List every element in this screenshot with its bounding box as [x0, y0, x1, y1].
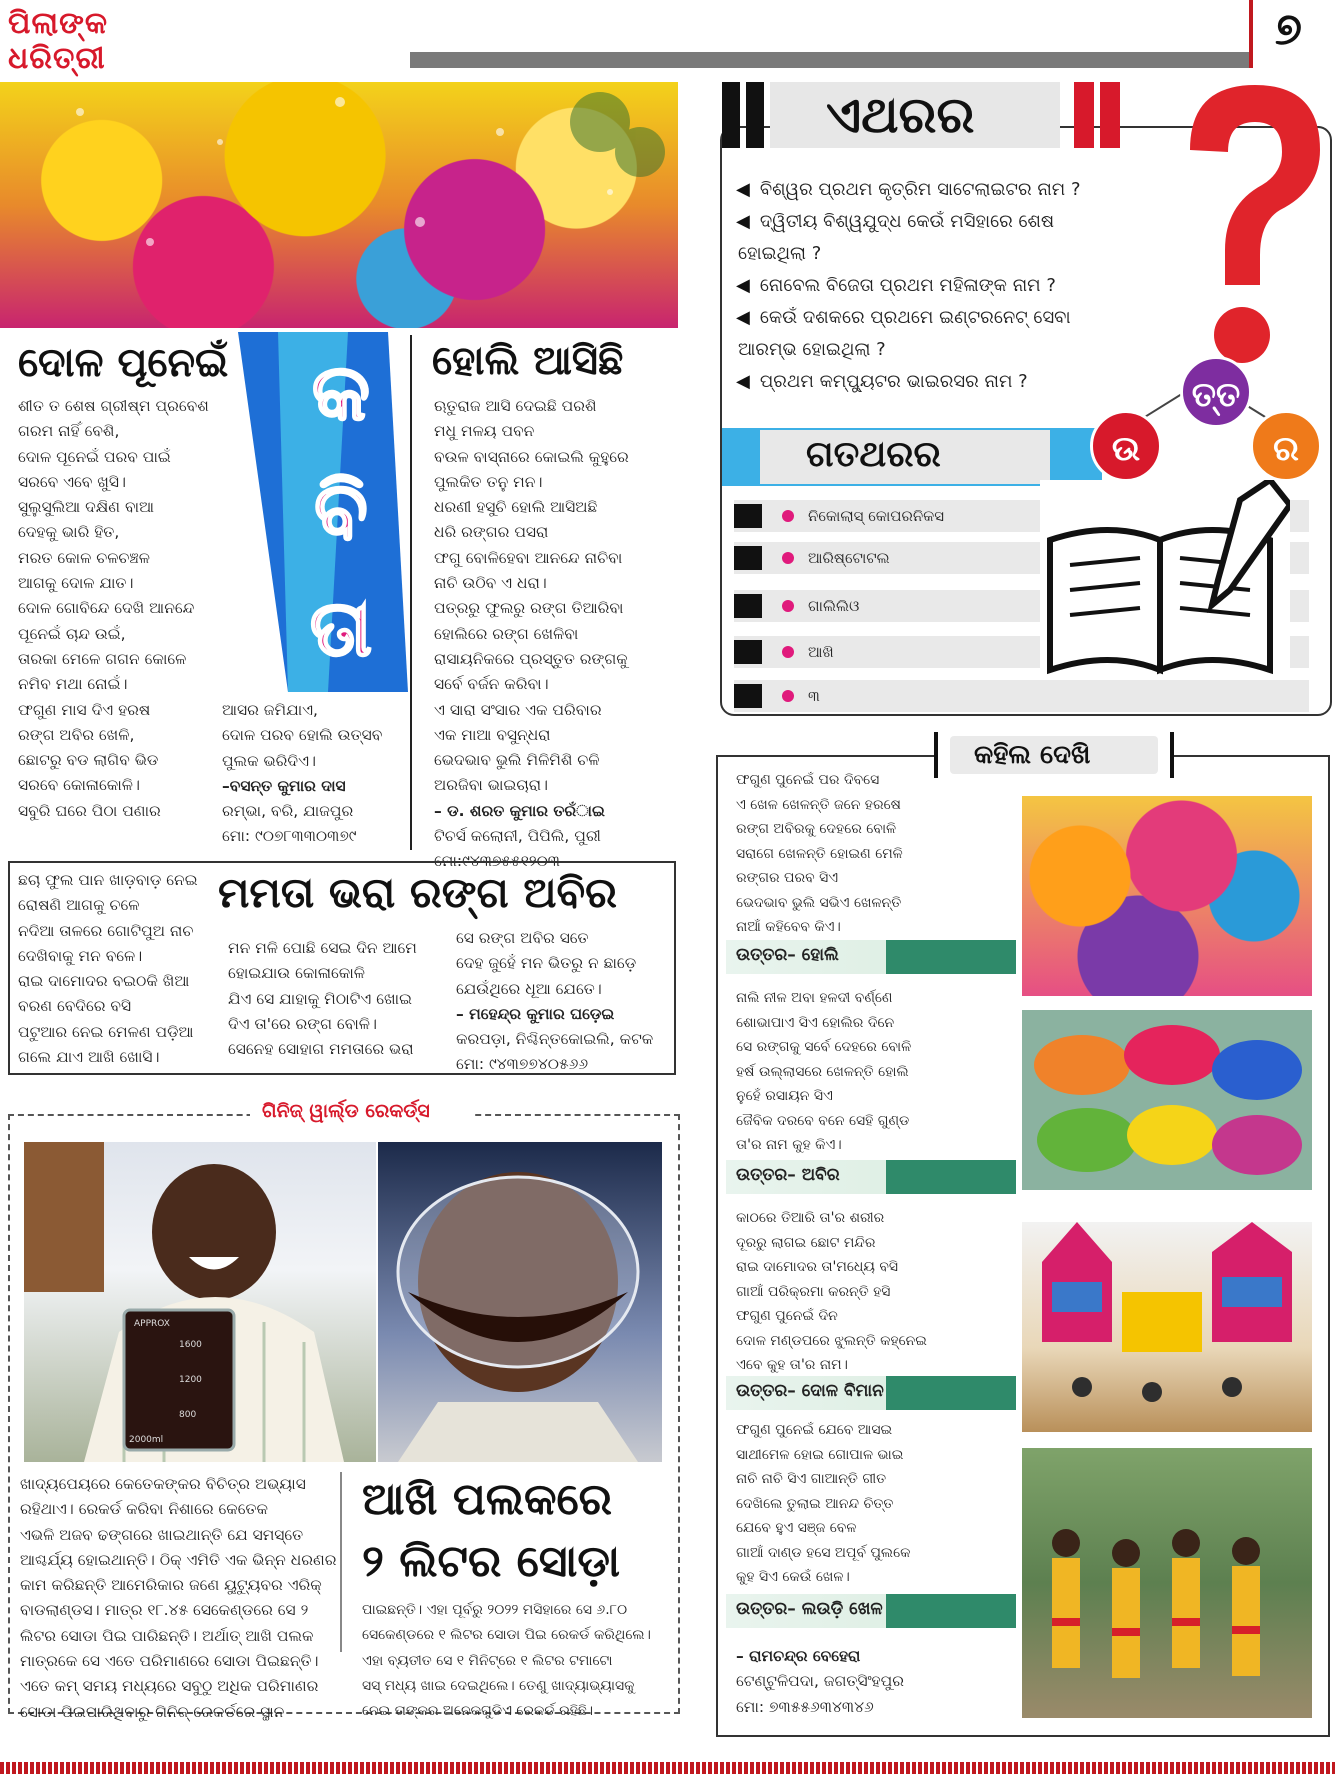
poem2-line: ଏ ସାରା ସଂସାର ଏକ ପରିବାର: [434, 700, 602, 719]
poem2-line: ସର୍ବେ ବର୍ଜନ କରିବା।: [434, 675, 549, 694]
kahila-address: ଟେଣ୍ଟୁଳିପଦା, ଜଗତ୍‌ସିଂହପୁର: [736, 1672, 904, 1691]
guinness-line: ଖାଦ୍ୟପେୟରେ କେତେକଙ୍କର ବିଚିତ୍ର ଅଭ୍ୟାସ: [20, 1475, 306, 1493]
beaker-mark-1200: 1200: [179, 1375, 202, 1385]
riddle-2-answer: ଉତ୍ତର– ଅବିର: [736, 1165, 840, 1185]
question-item: ◀ ବିଶ୍ୱର ପ୍ରଥମ କୃତ୍ରିମ ସାଟେଲାଇଟର ନାମ ?: [736, 179, 1081, 200]
mamata-line: ସେ ରଙ୍ଗ ଅବିର ସତେ: [456, 929, 589, 947]
guinness-headline-2: ୨ ଲିଟର ସୋଡ଼ା: [362, 1536, 621, 1587]
man-drinking-illustration: [378, 1142, 662, 1462]
uttara-circle-ra: ର: [1250, 410, 1322, 482]
poem2-line: ଅରଜିବା ଭାଇଚାରା।: [434, 776, 549, 795]
poem2-line: ଭେଦଭାବ ଭୁଲି ମିଳିମିଶି ଚଳି: [434, 751, 600, 770]
gata-title: ଗତଥରର: [806, 434, 941, 475]
poem1-line: ଗରମ ନାହିଁ ବେଶି,: [18, 422, 120, 441]
mamata-col1: [18, 868, 198, 1070]
soda-bowl-photo: [378, 1142, 662, 1462]
guinness-banner: ଗିନିଜ୍ ୱାର୍ଲ୍ଡ ରେକର୍ଡ୍ସ: [262, 1100, 430, 1122]
bullet-icon: ◀: [736, 179, 750, 200]
answer-row: ନିକୋଲାସ୍ କୋପରନିକସ: [734, 500, 1309, 532]
guinness-right: [362, 1598, 651, 1724]
poem2-phone: ମୋ:୯୪୩୭୫୫୧୨୦୩: [434, 852, 560, 871]
guinness-line: ଲିଟର ସୋଡା ପିଇ ପାରିଛନ୍ତି। ଅର୍ଥାତ୍ ଆଖି ପଲକ: [20, 1626, 314, 1645]
poem2-line: ନାଚି ଉଠିବ ଏ ଧରା।: [434, 574, 547, 593]
answer-bar: [726, 1594, 1016, 1628]
poem1-line: ପୂନେଇଁ ଚାନ୍ଦ ଉଇଁ,: [18, 624, 126, 643]
guinness-line: ସସ୍ ମଧ୍ୟ ଖାଇ ଦେଇଥିଲେ। ତେଣୁ ଖାଦ୍ୟାଭ୍ୟାସକୁ: [362, 1677, 635, 1694]
poem1-body: [18, 394, 209, 824]
poem2-line: ଧରଣୀ ହସୁଚି ହୋଲି ଆସିଅଛି: [434, 498, 598, 517]
mamata-line: ଯେଉଁଥିରେ ଧୂଆ ଯେତେ।: [456, 979, 602, 998]
question-mark-graphic: [1170, 80, 1335, 380]
poem1-line: ରଙ୍ଗ ଅବିର ଖେଳି,: [18, 725, 135, 744]
answer-row: ୩: [734, 680, 1309, 712]
mamata-line: ଦିଏ ତା'ରେ ରଙ୍ଗ ବୋଳି।: [228, 1014, 377, 1033]
question-item: ◀ ନୋବେଲ ବିଜେତା ପ୍ରଥମ ମହିଳାଙ୍କ ନାମ ?: [736, 275, 1056, 296]
poem1-author: –ବସନ୍ତ କୁମାର ଦାସ: [222, 776, 346, 795]
poem2-author: – ଡ. ଶରତ କୁମାର ତରଁାଇ: [434, 801, 605, 820]
mamata-col3: [456, 926, 653, 1078]
riddle-2: ନାଲି ନୀଳ ଅବା ହଳଦୀ ବର୍ଣ୍ଣେ ଶୋଭାପାଏ ସିଏ ହୋଲିର ଦିନେ ସେ ରଙ୍ଗକୁ ସର୍ବେ ଦେହରେ ବୋଳି ହର୍ଷ ଉଲ୍ଲାସରେ ଖେଳନ୍ତି ହୋଲି ନୁହେଁ ରସାୟନ ସିଏ ଜୈବିକ ଦରବେ ବନେ ସେହି ଗୁଣ୍ଡ ତା'ର ନାମ କୁହ କିଏ।: [736, 990, 912, 1153]
poem2-line: ଋତୁରାଜ ଆସି ଦେଇଛି ପରଶି: [434, 397, 597, 415]
poem1-line: ପୁଲକ ଭରିଦିଏ।: [222, 751, 316, 770]
palanquin-illustration: [1022, 1222, 1312, 1432]
poem2-body: [434, 394, 629, 875]
poem1-line: ଆଗକୁ ଦୋଳ ଯାତ।: [18, 574, 134, 593]
riddle-4-answer: ଉତ୍ତର– ଲଉଡ଼ି ଖେଳ: [736, 1599, 883, 1619]
poem1-line: ସବୁରି ଘରେ ପିଠା ପଣାର: [18, 801, 161, 820]
poem1-line: ଆସର ଜମିଯାଏ,: [222, 701, 318, 719]
poem2-title: ହୋଲି ଆସିଛି: [432, 338, 624, 384]
bullet-dot-icon: [782, 646, 794, 658]
footer-rule: [0, 1762, 1335, 1774]
guinness-line: କାମ କରିଛନ୍ତି ଆମେରିକାର ଜଣେ ୟୁଟ୍ୟୁବର ଏରିକ୍: [20, 1576, 322, 1595]
column-divider: [410, 335, 412, 850]
poem2-line: ହୋଲିରେ ରଙ୍ଗ ଖେଳିବା: [434, 624, 579, 643]
kahila-phone: ମୋ: ୭୩୫୫୬୩୪୩୪୬: [736, 1697, 874, 1716]
poem2-line: ଧରି ରଙ୍ଗର ପସରା: [434, 523, 549, 542]
answer-row: ଆରିଷ୍ଟୋଟଲ: [734, 542, 1309, 574]
mamata-title: ମମତା ଭରା ରଙ୍ଗ ଅବିର: [218, 868, 618, 917]
poem1-line: ତାରକା ମେଳେ ଗଗନ କୋଳେ: [18, 649, 187, 668]
answer-bar: [726, 1376, 1016, 1410]
poem1-line: ନମିବ ମଥା ନୋଇଁ।: [18, 675, 128, 694]
laudi-khela-photo: [1022, 1448, 1312, 1718]
kahila-author: – ରାମଚନ୍ଦ୍ର ବେହେରା: [736, 1647, 861, 1665]
mamata-address: କରପଡ଼ା, ନିଶ୍ଚିନ୍ତକୋଇଲି, କଟକ: [456, 1030, 654, 1049]
question-item: ହୋଇଥିଲା ?: [738, 243, 822, 264]
guinness-line: ଆଶ୍ଚର୍ଯ୍ୟ ହୋଇଥାନ୍ତି। ଠିକ୍ ଏମିତି ଏକ ଭିନ୍ନ ଧରଣର: [20, 1550, 337, 1569]
poem2-line: ଫଗୁ ବୋଳିହେବା ଆନନ୍ଦେ ନାଚିବା: [434, 548, 623, 567]
eric-badlands-photo: [24, 1142, 376, 1462]
poem2-address: ଟିଚର୍ସ କଲୋନୀ, ପିପିଲି, ପୁରୀ: [434, 827, 601, 846]
poem1-line: ଶୀତ ତ ଶେଷ ଗ୍ରୀଷ୍ମ ପ୍ରବେଶ: [18, 397, 209, 415]
question-item: ◀ ଦ୍ୱିତୀୟ ବିଶ୍ୱଯୁଦ୍ଧ କେଉଁ ମସିହାରେ ଶେଷ: [736, 211, 1055, 232]
poem2-line: ରାସାୟନିକରେ ପ୍ରସ୍ତୁତ ରଙ୍ଗକୁ: [434, 649, 628, 668]
uttara-circle-u: ଉ: [1090, 410, 1162, 482]
mamata-line: ଦେହ ଜୁହେଁ ମନ ଭିତରୁ ନ ଛାଡ଼େ: [456, 954, 637, 973]
mamata-line: ମନ ମଳି ପୋଛି ସେଇ ଦିନ ଆମେ: [228, 939, 417, 957]
holi-crowd-photo: [0, 82, 678, 328]
mamata-phone: ମୋ: ୯୪୩୭୭୪୦୫୬୬: [456, 1055, 589, 1074]
header-divider: [1249, 0, 1253, 68]
riddle-1-answer: ଉତ୍ତର– ହୋଲି: [736, 945, 839, 965]
poem2-line: ମଧୁ ମଳୟ ପବନ: [434, 422, 535, 441]
poem2-line: ବଉଳ ବାସ୍ନାରେ କୋଇଲି କୁହୁରେ: [434, 447, 629, 466]
dancers-illustration: [1022, 1448, 1312, 1718]
ethara-title: ଏଥରର: [826, 86, 975, 144]
poem1-line: ସୁଲୁସୁଲିଆ ଦକ୍ଷିଣ ବାଆ: [18, 498, 155, 517]
kahila-title: କହିଲ ଦେଖି: [974, 740, 1091, 770]
guinness-line: ରହିଥାଏ। ରେକର୍ଡ କରିବା ନିଶାରେ କେତେକ: [20, 1500, 269, 1519]
mamata-line: ଯିଏ ସେ ଯାହାକୁ ମିଠାଟିଏ ଖୋଇ: [228, 989, 412, 1008]
guinness-line: ନେଇ ତାଙ୍କର ଅନେକଗୁଡିଏ ରେକର୍ଡ ରହିଛି।: [362, 1703, 594, 1720]
guinness-line: ପାଇଛନ୍ତି। ଏହା ପୂର୍ବରୁ ୨୦୨୨ ମସିହାରେ ସେ ୬.୮୦: [362, 1602, 628, 1618]
guinness-line: ଏତେ କମ୍ ସମୟ ମଧ୍ୟରେ ସବୁଠୁ ଅଧିକ ପରିମାଣର: [20, 1677, 319, 1696]
mamata-line: ରୋଷଣି ଆଗକୁ ଚଳେ: [18, 896, 140, 915]
question-item: ଆରମ୍ଭ ହୋଇଥିଲା ?: [738, 339, 886, 360]
bullet-dot-icon: [782, 600, 794, 612]
mamata-line: ନଦିଆ ତାଳରେ ଗୋଟିପୁଅ ନାଚ: [18, 921, 194, 940]
answer-bar: [726, 1160, 1016, 1194]
book-pencil-icon: [1040, 480, 1290, 680]
masthead-title: ପିଲାଙ୍କ ଧରିତ୍ରୀ: [8, 6, 109, 76]
guinness-line: ବାଡଲାଣ୍ଡସ। ମାତ୍ର ୧୮.୪୫ ସେକେଣ୍ଡରେ ସେ ୨: [20, 1601, 309, 1620]
bullet-icon: ◀: [736, 275, 750, 296]
beaker-label: 2000ml: [129, 1435, 164, 1445]
question-item: ◀ କେଉଁ ଦଶକରେ ପ୍ରଥମେ ଇଣ୍ଟରନେଟ୍ ସେବା: [736, 307, 1071, 328]
poem1-phone: ମୋ: ୯୦୭୮୩୩୦୩୭୯: [222, 827, 357, 846]
bullet-dot-icon: [782, 552, 794, 564]
mamata-line: ହୋଇଯାଉ କୋଳାକୋଳି: [228, 964, 365, 983]
poem1-line: ଦୋଳ ପରବ ହୋଲି ଉତ୍ସବ: [222, 726, 383, 745]
page-number: ୭: [1275, 4, 1302, 55]
beaker-mark-1600: 1600: [179, 1340, 202, 1350]
mamata-col2: [228, 936, 417, 1062]
guinness-lead: [20, 1472, 336, 1725]
ethara-questions: [736, 174, 1081, 398]
riddle-1: ଫଗୁଣ ପୁନେଇଁ ପର ଦିବସେ ଏ ଖେଳ ଖେଳନ୍ତି ଜନେ ହରଷେ ରଙ୍ଗ ଅବିରକୁ ଦେହରେ ବୋଳି ସରାଗେ ଖେଳନ୍ତି ହୋଇଣ ମେଳି ରଙ୍ଗର ପରବ ସିଏ ଭେଦଭାବ ଭୁଲି ସଭିଏ ଖେଳନ୍ତି ନାଆଁ କହିବେବ କିଏ।: [736, 772, 903, 935]
guinness-line: ମାତ୍ରକେ ସେ ଏତେ ପରିମାଣରେ ସୋଡା ପିଇଛନ୍ତି।: [20, 1652, 319, 1671]
guinness-line: ସେକେଣ୍ଡରେ ୧ ଲିଟର ସୋଡା ପିଇ ରେକର୍ଡ କରିଥିଲେ।: [362, 1627, 651, 1644]
kabita-letter-ta: ତା: [309, 584, 372, 674]
answer-bar: [726, 940, 1016, 974]
mamata-line: ପଟୁଆର ନେଇ ମେଳଣ ପଡ଼ିଆ: [18, 1022, 194, 1041]
question-item: ◀ ପ୍ରଥମ କମ୍ପ୍ୟୁଟର ଭାଇରସର ନାମ ?: [736, 371, 1028, 392]
kabita-letter-ka: କ: [312, 348, 370, 438]
bullet-icon: ◀: [736, 307, 750, 328]
riddle-3: କାଠରେ ତିଆରି ତା'ର ଶରୀର ଦୂରରୁ ଲାଗଇ ଛୋଟ ମନ୍ଦିର ରାଇ ଦାମୋଦର ତା'ମଧ୍ୟେ ବସି ଗାଆଁ ପରିକ୍ରମା କରନ୍ତି ହସି ଫଗୁଣ ପୁନେଇଁ ଦିନ ଦୋଳ ମଣ୍ଡପରେ ଝୁଲନ୍ତି କହ୍ନେଇ ଏବେ କୁହ ତା'ର ନାମ।: [736, 1210, 927, 1373]
mamata-line: ରାଇ ଦାମୋଦର ବଇଠକି ଖିଆ: [18, 972, 190, 991]
abir-powder-photo: [1022, 1010, 1312, 1190]
header-bar: [410, 52, 1250, 68]
guinness-line: ସୋଡା ପିଇପାରିଥିବାରୁ ଗିନିଜ୍ ରେକର୍ଡରେ ସ୍ଥାନ: [20, 1702, 285, 1721]
mamata-line: ଗଲେ ଯାଏ ଆଖି ଖୋସି।: [18, 1048, 160, 1067]
bullet-icon: ◀: [736, 211, 750, 232]
poem1-line: ଦୋଳ ଗୋବିନ୍ଦେ ଦେଖି ଆନନ୍ଦେ: [18, 599, 195, 618]
mamata-line: ବରଣ ବେଦିରେ ବସି: [18, 997, 132, 1016]
man-with-beaker-illustration: [24, 1142, 376, 1462]
guinness-line: ଏହା ବ୍ୟତୀତ ସେ ୧ ମିନିଟ୍‌ରେ ୧ ଲିଟର ଟମାଟୋ: [362, 1652, 613, 1669]
kabita-side-letters: [286, 334, 396, 688]
poem1-line: ସରବେ କୋଳାକୋଳି।: [18, 776, 140, 795]
mamata-author: – ମହେନ୍ଦ୍ର କୁମାର ଘଡ଼େଇ: [456, 1004, 615, 1023]
guinness-line: ଏଭଳି ଅଜବ ଢଙ୍ଗରେ ଖାଇଥାନ୍ତି ଯେ ସମସ୍ତେ: [20, 1525, 304, 1544]
dola-bimana-photo: [1022, 1222, 1312, 1432]
poem1-line: ଫଗୁଣ ମାସ ଦିଏ ହରଷ: [18, 700, 151, 719]
mamata-line: ଦେଖିବାକୁ ମନ ବଳେ।: [18, 946, 143, 965]
poem1-line: ଦେହକୁ ଭାରି ହିତ,: [18, 523, 120, 542]
poem2-line: ପତ୍ରରୁ ଫୁଲରୁ ରଙ୍ଗ ତିଆରିବା: [434, 599, 624, 618]
poem2-line: ପୁଲକିତ ତନୁ ମନ।: [434, 472, 543, 491]
kabita-letter-bi: ବି: [314, 466, 368, 556]
beaker-mark-800: 800: [179, 1410, 197, 1420]
bullet-dot-icon: [782, 690, 794, 702]
kahila-byline: [736, 1644, 904, 1720]
uttara-circle-tta: ତ୍ତ: [1180, 356, 1252, 428]
bullet-dot-icon: [782, 510, 794, 522]
powder-bowls-illustration: [1022, 1010, 1312, 1190]
poem1-title: ଦୋଳ ପୂନେଇଁ: [18, 340, 229, 386]
riddle-3-answer: ଉତ୍ତର– ଦୋଳ ବିମାନ: [736, 1381, 884, 1401]
poem2-line: ଏକ ମାଆ ବସୁନ୍ଧରା: [434, 725, 551, 744]
answer-row: ଆଖି: [734, 636, 1309, 668]
holi-colors-photo: [1022, 796, 1312, 996]
guinness-headline-1: ଆଖି ପଲକରେ: [362, 1474, 612, 1525]
poem1-line: ସରବେ ଏବେ ଖୁସି।: [18, 472, 126, 491]
riddle-4: ଫଗୁଣ ପୁନେଇଁ ଯେବେ ଆସଇ ସାଥୀମେଳ ହୋଇ ଗୋପାଳ ଭାଇ ନାଚି ନାଚି ସିଏ ଗାଆନ୍ତି ଗୀତ ଦେଖିଲେ ତୁଲାଇ ଆନନ୍ଦ ଚିତ୍ତ ଯେବେ ହୁଏ ସଞ୍ଜ ବେଳ ଗାଆଁ ଦାଣ୍ଡ ହସେ ଅପୂର୍ବ ପୁଲକେ କୁହ ସିଏ କେଉଁ ଖେଳ।: [736, 1422, 911, 1585]
bullet-icon: ◀: [736, 371, 750, 392]
confetti-overlay: [0, 82, 678, 328]
mamata-line: ସେନେହ ସୋହାଗ ମମତାରେ ଭରା: [228, 1040, 414, 1059]
beaker-mark-approx: APPROX: [134, 1319, 170, 1329]
poem1-tail: [222, 698, 382, 850]
poem1-line: ଦୋଳ ପୂନେଇଁ ପରବ ପାଇଁ: [18, 447, 171, 466]
poem1-line: ଛୋଟରୁ ବଡ ଲାଗିବ ଭିଡ: [18, 751, 159, 770]
poem1-line: ମରତ କୋଳ ଚଳଚଞ୍ଚଳ: [18, 548, 150, 567]
mamata-line: ଛଚା ଫୁଲ ପାନ ଖାଡ଼ବାଡ଼ ନେଇ: [18, 871, 198, 889]
poem1-address: ରମ୍ଭା, ବରି, ଯାଜପୁର: [222, 802, 354, 821]
answer-row: ଗାଲିଲିଓ: [734, 590, 1309, 622]
